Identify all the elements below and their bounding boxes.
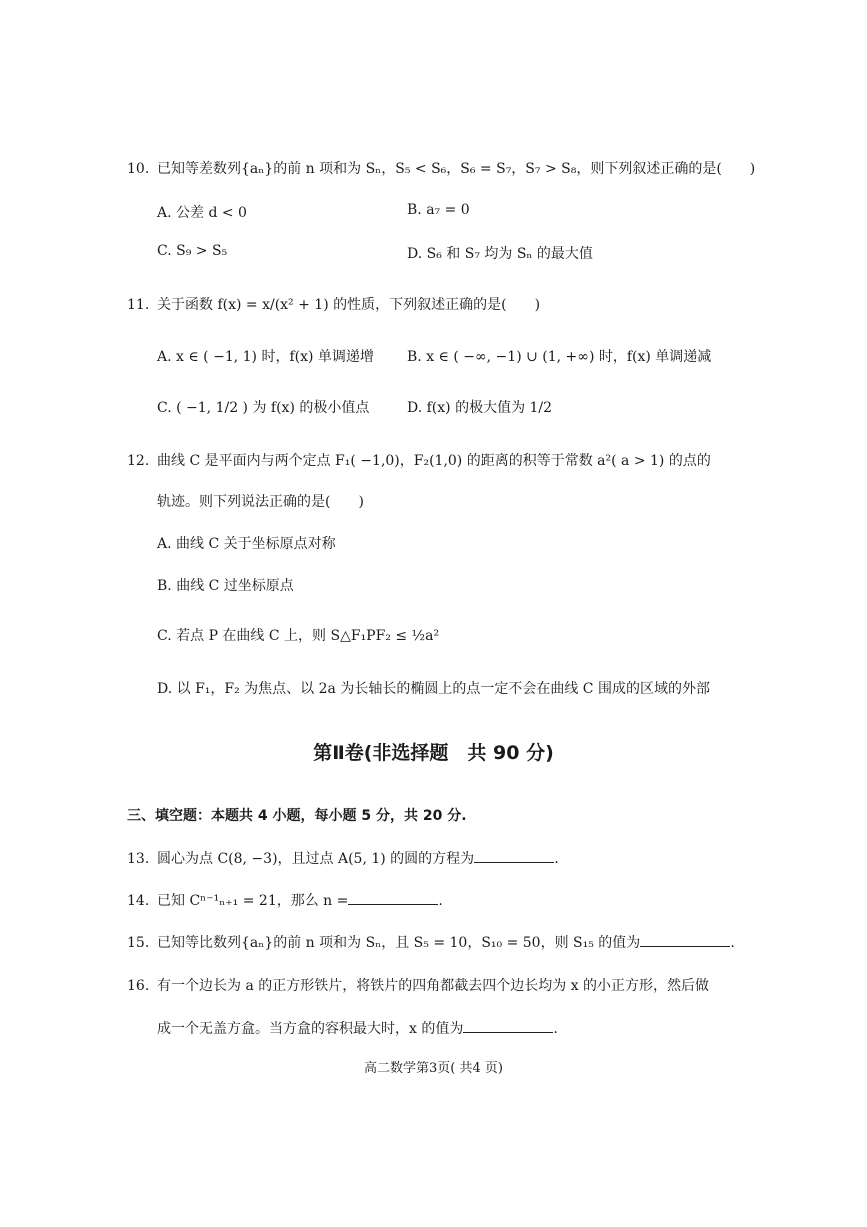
q11-option-b: B. x ∈ ( −∞, −1) ∪ (1, +∞) 时，f(x) 单调递减: [407, 349, 712, 365]
q14-number: 14.: [127, 893, 150, 909]
q15-text: 已知等比数列{aₙ}的前 n 项和为 Sₙ，且 S₅ = 10，S₁₀ = 50，则 S₁₅ 的值为: [157, 935, 641, 951]
q16-number: 16.: [127, 978, 150, 994]
q12-stem-line2: 轨迹。则下列说法正确的是( ): [157, 494, 364, 510]
q10-option-d: D. S₆ 和 S₇ 均为 Sₙ 的最大值: [407, 246, 593, 262]
q12-option-b: B. 曲线 C 过坐标原点: [157, 578, 294, 594]
q14-line: [127, 890, 443, 910]
q16-line1: [127, 975, 709, 995]
q11-number: 11.: [127, 297, 150, 313]
q16-answer-blank: [463, 1018, 553, 1033]
q10-option-a: A. 公差 d < 0: [157, 205, 247, 221]
q12-option-a: A. 曲线 C 关于坐标原点对称: [157, 536, 336, 552]
q12-number: 12.: [127, 453, 150, 469]
q12-stem-line1: [127, 450, 711, 470]
q10-option-b: B. a₇ = 0: [407, 202, 470, 218]
q12-text-1: 曲线 C 是平面内与两个定点 F₁( −1,0)，F₂(1,0) 的距离的积等于常数 a²( a > 1) 的点的: [157, 453, 711, 469]
q16-end: .: [553, 1021, 558, 1037]
q15-answer-blank: [640, 932, 730, 947]
q12-option-c: C. 若点 P 在曲线 C 上，则 S△F₁PF₂ ≤ ½a²: [157, 628, 440, 644]
q16-line2: [157, 1018, 558, 1038]
q13-end: .: [554, 851, 559, 867]
q11-option-c: C. ( −1, 1/2 ) 为 f(x) 的极小值点: [157, 400, 370, 416]
q15-line: [127, 932, 735, 952]
q15-end: .: [730, 935, 735, 951]
q11-option-d: D. f(x) 的极大值为 1/2: [407, 400, 553, 416]
q10-text: 已知等差数列{aₙ}的前 n 项和为 Sₙ，S₅ < S₆，S₆ = S₇，S₇ > S₈，则下列叙述正确的是( ): [157, 161, 756, 177]
q15-number: 15.: [127, 935, 150, 951]
q16-text-1: 有一个边长为 a 的正方形铁片，将铁片的四角都截去四个边长均为 x 的小正方形，然后做: [157, 978, 710, 994]
q13-answer-blank: [474, 848, 554, 863]
q10-stem: [127, 158, 755, 178]
q14-end: .: [438, 893, 443, 909]
q10-number: 10.: [127, 161, 150, 177]
q12-option-d: D. 以 F₁，F₂ 为焦点、以 2a 为长轴长的椭圆上的点一定不会在曲线 C 围成的区域的外部: [157, 681, 710, 697]
page-footer: 高二数学第3页( 共4 页): [364, 1061, 503, 1076]
q14-text: 已知 Cⁿ⁻¹ₙ₊₁ = 21，那么 n =: [157, 893, 349, 909]
part3-header: 三、填空题：本题共 4 小题，每小题 5 分，共 20 分.: [127, 808, 467, 824]
q11-option-a: A. x ∈ ( −1, 1) 时，f(x) 单调递增: [157, 349, 374, 365]
q11-stem: [127, 294, 540, 314]
q14-answer-blank: [348, 890, 438, 905]
q16-text-2: 成一个无盖方盒。当方盒的容积最大时，x 的值为: [157, 1021, 464, 1037]
q13-text: 圆心为点 C(8, −3)，且过点 A(5, 1) 的圆的方程为: [157, 851, 475, 867]
q13-line: [127, 848, 559, 868]
q11-text: 关于函数 f(x) = x/(x² + 1) 的性质，下列叙述正确的是( ): [157, 297, 541, 313]
q13-number: 13.: [127, 851, 150, 867]
section2-title: 第Ⅱ卷(非选择题 共 90 分): [313, 742, 554, 764]
q10-option-c: C. S₉ > S₅: [157, 243, 228, 259]
